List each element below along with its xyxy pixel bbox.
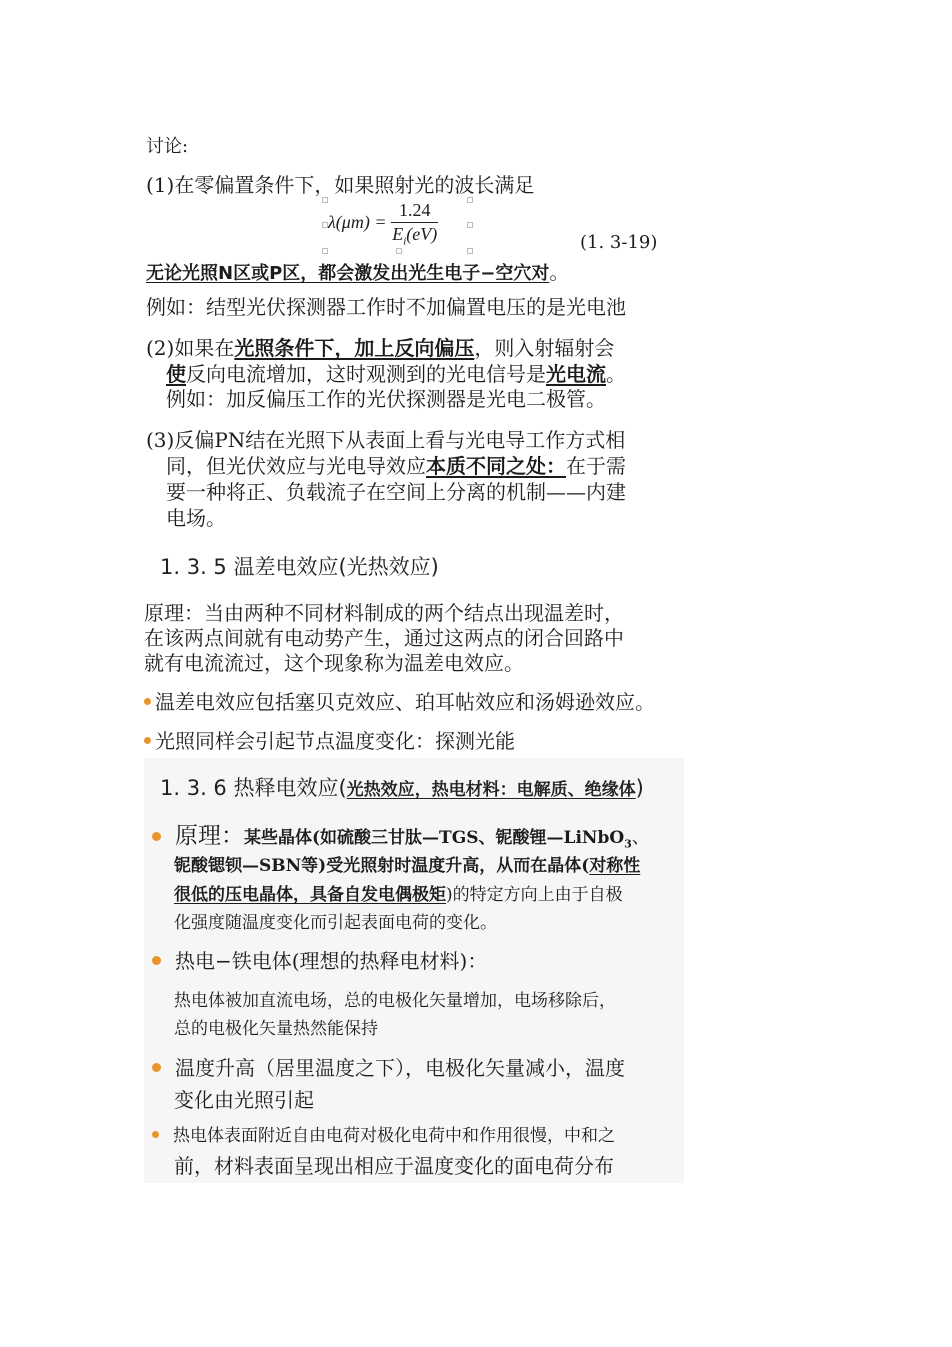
b1-line3-a: 很低的压电晶体，具备自发电偶极矩 <box>174 885 446 905</box>
formula-denominator <box>391 223 439 248</box>
section-136-heading-c: ) <box>635 776 644 800</box>
b2-detail2: 总的电极化矢量热然能保持 <box>174 1019 378 1039</box>
p3-line2-a: 同，但光伏效应与光电导效应 <box>166 454 426 478</box>
section-136-heading <box>160 772 644 802</box>
b4-line1: 热电体表面附近自由电荷对极化电荷中和作用很慢，中和之 <box>173 1126 615 1146</box>
b3-line1: 温度升高（居里温度之下），电极化矢量减小，温度 <box>175 1056 625 1080</box>
bullet-135-2-text: 光照同样会引起节点温度变化：探测光能 <box>155 729 515 753</box>
p1-line2-emphasis: 无论光照N区或P区，都会激发出光生电子−空穴对 <box>146 263 550 284</box>
b4-line2: 前，材料表面呈现出相应于温度变化的面电荷分布 <box>174 1154 614 1178</box>
p2-c: ，则入射辐射会 <box>474 336 615 360</box>
p3-line2-c: 在于需 <box>566 454 626 478</box>
formula-fraction <box>391 200 439 248</box>
p2-line2 <box>166 361 626 387</box>
bullet-dot <box>152 832 161 841</box>
bullet-dot <box>144 698 151 705</box>
b1-sub: 3 <box>624 837 632 851</box>
formula-lhs: λ(μm) = <box>328 211 387 232</box>
bullet-136-2 <box>152 948 487 974</box>
formula-den-sub: i <box>403 235 407 248</box>
formula-handle <box>467 248 473 254</box>
bullet-dot <box>152 1131 159 1138</box>
b3-line2: 变化由光照引起 <box>174 1088 314 1112</box>
p2-b: 光照条件下，加上反向偏压 <box>234 336 475 360</box>
formula-handle <box>322 222 328 228</box>
bullet-dot <box>152 956 161 965</box>
bullet-dot <box>152 1063 161 1072</box>
bullet-135-1-text: 温差电效应包括塞贝克效应、珀耳帖效应和汤姆逊效应。 <box>155 690 655 714</box>
p2-e: 反向电流增加，这时观测到的光电信号是 <box>186 362 546 386</box>
formula-den-main: E <box>392 224 404 244</box>
b1-line4: 化强度随温度变化而引起表面电荷的变化。 <box>174 913 497 933</box>
p1-example: 例如：结型光伏探测器工作时不加偏置电压的是光电池 <box>146 295 626 319</box>
p2-d: 使 <box>166 362 186 386</box>
formula-handle <box>396 248 402 254</box>
principle-135-line3: 就有电流流过，这个现象称为温差电效应。 <box>144 651 524 675</box>
formula-handle <box>322 197 328 203</box>
p1-line1: (1)在零偏置条件下，如果照射光的波长满足 <box>146 173 535 197</box>
p3-line3: 要一种将正、负载流子在空间上分离的机制——内建 <box>166 480 626 504</box>
p1-line2-end: 。 <box>549 260 570 284</box>
p3-line2 <box>166 453 626 479</box>
p3-line1: (3)反偏PN结在光照下从表面上看与光电导工作方式相 <box>146 428 626 452</box>
formula-handle <box>467 222 473 228</box>
bullet-136-4 <box>152 1124 615 1148</box>
formula-number: (1. 3-19) <box>580 232 658 253</box>
p2-g: 。 <box>606 362 626 386</box>
b2-line1: 热电−铁电体(理想的热释电材料)： <box>175 949 488 973</box>
bullet-135-1 <box>144 689 655 715</box>
b1-line1: 某些晶体(如硫酸三甘肽—TGS、铌酸锂—LiNbO <box>244 828 625 848</box>
principle-135-line2: 在该两点间就有电动势产生，通过这两点的闭合回路中 <box>144 626 624 650</box>
b1-line2-a: 铌酸锶钡—SBN等)受光照射时温度升高，从而在晶体( <box>174 856 590 876</box>
p1-line2 <box>146 259 569 287</box>
bullet-dot <box>144 737 151 744</box>
p2-a: (2)如果在 <box>146 336 235 360</box>
bullet-136-3 <box>152 1054 625 1082</box>
b1-line1-end: 、 <box>631 827 650 848</box>
bullet-135-2 <box>144 728 515 754</box>
b1-label: 原理： <box>175 823 244 849</box>
b1-line2-b: 对称性 <box>589 856 641 876</box>
formula-den-rest: (eV) <box>406 224 438 244</box>
b1-line2 <box>174 854 640 878</box>
p3-line4: 电场。 <box>166 506 226 530</box>
b1-line3 <box>174 883 623 907</box>
b2-detail1: 热电体被加直流电场，总的电极化矢量增加，电场移除后， <box>174 991 616 1011</box>
p3-line2-b: 本质不同之处： <box>426 454 566 478</box>
formula-numerator: 1.24 <box>391 200 439 223</box>
section-136-heading-a: 1. 3. 6 热释电效应( <box>160 776 347 800</box>
formula <box>328 200 438 248</box>
principle-135-line1: 原理：当由两种不同材料制成的两个结点出现温差时， <box>144 601 624 625</box>
section-136-heading-b: 光热效应，热电材料：电解质、绝缘体 <box>346 780 636 800</box>
formula-handle <box>467 197 473 203</box>
p2-f: 光电流 <box>546 362 606 386</box>
p2-example: 例如：加反偏压工作的光伏探测器是光电二极管。 <box>166 387 606 411</box>
formula-handle <box>322 248 328 254</box>
p2-line1 <box>146 335 614 361</box>
discussion-label: 讨论: <box>146 136 189 157</box>
section-135-heading: 1. 3. 5 温差电效应(光热效应) <box>160 555 439 579</box>
b1-line3-b: )的特定方向上由于自极 <box>446 885 623 905</box>
